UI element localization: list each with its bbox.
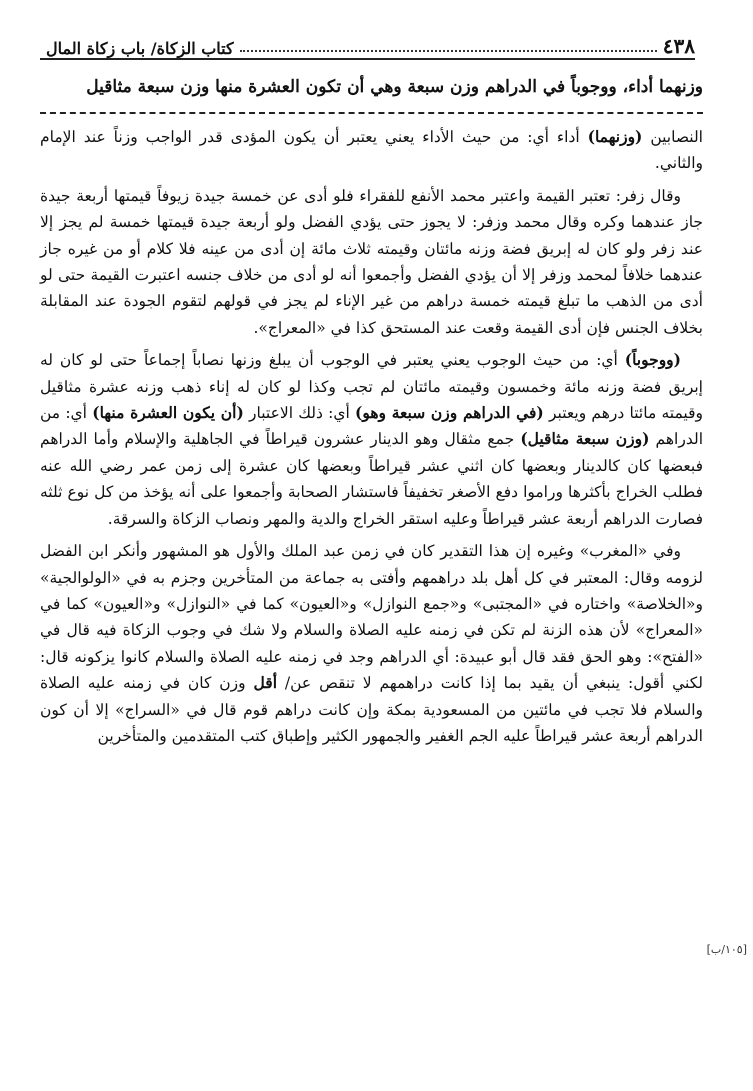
text-run: وفي «المغرب» وغيره إن هذا التقدير كان في زمن عبد الملك والأول هو المشهور وأنكر ابن الفضل لزومه وقال: المعتبر في كل أهل بلد دراهمهم وأفتى به جماعة من المتأخرين وجزم به في «الولوالجية» و«الخلاصة» واختاره في «المجتبى» و«جمع النوازل» و«العيون» كما في «النوازل» و«العيون» كما في «المعراج» لأن هذه الزنة لم تكن في زمنه عليه الصلاة والسلام ولا شك في وجوب الزكاة فيه قال في «الفتح»: وهو الحق فقد قال أبو عبيدة: أي الدراهم وجد في زمنه عليه الصلاة والسلام كانوا يزكونه قال: لكني أقول: ينبغي أن يقيد بما إذا كانت دراهمهم لا تنقص عن/ xyxy=(40,542,703,693)
matn-text: وزنهما أداء، ووجوباً في الدراهم وزن سبعة وهي أن تكون العشرة منها وزن سبعة مثاقيل xyxy=(86,77,703,97)
text-run: أي: ذلك الاعتبار xyxy=(243,404,356,423)
commentary-body xyxy=(40,124,703,755)
text-run: جمع مثقال وهو الدينار عشرون قيراطاً في الجاهلية والإسلام وأما الدراهم فبعضها كان كالدينار وبعضها كان اثني عشر قيراطاً وبعضها كان عشرة إلى زمن عمر رضي الله عنه فطلب الخراج بأكثرها وراموا دفع الأصغر تخفيفاً فاستشار الصحابة وأجمعوا على أنه يؤخذ من كل نوع ثلثه فصارت الدراهم أربعة عشر قيراطاً وعليه استقر الخراج والدية والمهر ونصاب الزكاة والسرقة. xyxy=(40,430,703,528)
folio-marker xyxy=(699,943,747,956)
quoted-matn: (ووجوباً) xyxy=(624,350,681,370)
matn-divider xyxy=(40,112,703,114)
text-run: أي: من الدراهم xyxy=(40,404,703,449)
text-run: أداء أي: من حيث الأداء يعني يعتبر أن يكون المؤدى قدر الواجب وزناً عند الإمام والثاني. xyxy=(40,128,703,173)
quoted-matn: (في الدراهم وزن سبعة وهو) xyxy=(355,403,544,423)
quoted-matn: (أن يكون العشرة منها) xyxy=(92,403,244,423)
paragraph-4 xyxy=(40,538,703,749)
page-number: ٤٣٨ xyxy=(662,34,695,58)
header-dotted-leader xyxy=(240,50,657,52)
paragraph-3 xyxy=(40,347,703,532)
text-run: النصابين xyxy=(650,128,703,146)
running-header xyxy=(40,30,695,60)
quoted-matn: أقل xyxy=(253,673,278,693)
quoted-matn: (وزن سبعة مثاقيل) xyxy=(520,429,650,449)
paragraph-2 xyxy=(40,183,703,341)
quoted-matn: (وزنهما) xyxy=(587,127,643,146)
paragraph-1 xyxy=(40,124,703,177)
folio-label: [١٠٥/ب] xyxy=(706,943,747,956)
header-title: كتاب الزكاة/ باب زكاة المال xyxy=(46,39,234,58)
text-run: وزن كان في زمنه عليه الصلاة والسلام فلا تجب في مائتين من المسعودية بمكة وإن كانت دراهم قوم قال في «السراج» إلا أن كون الدراهم أربعة عشر قيراطاً عليه الجم الغفير والجمهور الكثير وإطباق كتب المتقدمين والمتأخرين xyxy=(40,674,703,745)
text-run: أي: من حيث الوجوب يعني يعتبر في الوجوب أن يبلغ وزنها نصاباً إجماعاً حتى لو كان له إبريق فضة وزنه مائة وخمسون وقيمته مائتان لم تجب وكذا لو كان له إناء ذهب وزنه عشرة مثاقيل وقيمته مائتا درهم ويعتبر xyxy=(40,351,704,423)
text-run: وقال زفر: تعتبر القيمة واعتبر محمد الأنفع للفقراء فلو أدى عن خمسة جيدة زيوفاً قيمتها أربعة جيدة جاز عندهما وكره وقال محمد وزفر: لا يجوز حتى يؤدي الفضل ولو أربعة جيدة قيمتها خمسة لم يجز إلا عند زفر ولو كان له إبريق فضة وزنه مائتان وقيمته ثلاث مائة إن أدى من عينه فلا كلام أو من غيره جاز عندهما خلافاً لمحمد وزفر إلا أن يؤدي الفضل وأجمعوا أنه لو أدى من خلاف جنسه اعتبرت القيمة حتى لو أدى من الذهب ما تبلغ قيمته خمسة دراهم من غير الإناء لم يجز في قولهم لتقوم الجودة عند المقابلة بخلاف الجنس فإن أدى القيمة وقعت عند المستحق كذا في «المعراج». xyxy=(40,186,703,337)
